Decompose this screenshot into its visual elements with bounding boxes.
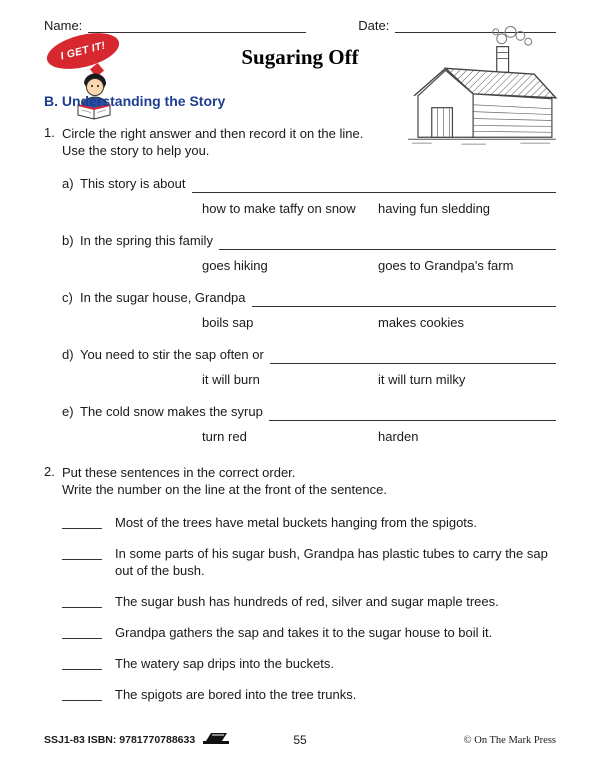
option-1: how to make taffy on snow <box>202 201 356 216</box>
option-1: it will burn <box>202 372 260 387</box>
sentence-row <box>62 686 556 703</box>
options-row <box>62 314 556 332</box>
name-label: Name: <box>44 18 83 33</box>
sentence-row <box>62 514 556 531</box>
option-2: it will turn milky <box>378 372 466 387</box>
answer-blank-line <box>219 235 556 250</box>
question-item-c <box>62 289 556 332</box>
number-blank-line <box>62 625 102 639</box>
question-2-instructions <box>62 464 556 498</box>
item-label: e) <box>62 404 74 419</box>
sentence-text: The watery sap drips into the buckets. <box>115 656 334 671</box>
item-prompt: In the sugar house, Grandpa <box>80 290 246 305</box>
footer-copyright: © On The Mark Press <box>463 734 556 746</box>
item-label: d) <box>62 347 74 362</box>
answer-blank-line <box>270 349 556 364</box>
sentence-row <box>62 545 556 579</box>
sentence-row <box>62 655 556 672</box>
item-prompt: In the spring this family <box>80 233 213 248</box>
question-item-d <box>62 346 556 389</box>
prompt-row <box>62 346 556 364</box>
sentence-text: The spigots are bored into the tree trunks. <box>115 687 357 702</box>
options-row <box>62 371 556 389</box>
page-footer <box>44 731 556 749</box>
question-2-number: 2. <box>44 464 55 479</box>
item-label: a) <box>62 176 74 191</box>
sentence-text: In some parts of his sugar bush, Grandpa has plastic tubes to carry the sap out of the bush. <box>115 546 548 578</box>
option-2: makes cookies <box>378 315 464 330</box>
number-blank-line <box>62 546 102 560</box>
number-blank-line <box>62 515 102 529</box>
question-2 <box>44 464 556 498</box>
question-2-body <box>62 464 556 498</box>
prompt-row <box>62 403 556 421</box>
sentence-text: Grandpa gathers the sap and takes it to the sugar house to boil it. <box>115 625 493 640</box>
question-item-e <box>62 403 556 446</box>
prompt-row <box>62 289 556 307</box>
item-prompt: The cold snow makes the syrup <box>80 404 263 419</box>
prompt-row <box>62 175 556 193</box>
answer-blank-line <box>269 406 556 421</box>
answer-blank-line <box>192 178 557 193</box>
item-prompt: This story is about <box>80 176 186 191</box>
page-number: 55 <box>293 733 307 747</box>
sentence-row <box>62 624 556 641</box>
instruction-line: Put these sentences in the correct order. <box>62 465 296 480</box>
number-blank-line <box>62 687 102 701</box>
question-item-b <box>62 232 556 275</box>
option-2: goes to Grandpa's farm <box>378 258 514 273</box>
options-row <box>62 257 556 275</box>
page-header <box>44 37 556 117</box>
section-heading: B. Understanding the Story <box>44 93 226 109</box>
option-1: boils sap <box>202 315 254 330</box>
question-item-a <box>62 175 556 218</box>
sentence-row <box>62 593 556 610</box>
number-blank-line <box>62 656 102 670</box>
instruction-line: Circle the right answer and then record it on the line. <box>62 126 364 141</box>
options-row <box>62 200 556 218</box>
item-label: b) <box>62 233 74 248</box>
sugar-house-illustration <box>402 23 560 156</box>
isbn-text: SSJ1-83 ISBN: 9781770788633 <box>44 734 196 746</box>
instruction-line: Use the story to help you. <box>62 143 210 158</box>
badge-text: I GET IT! <box>59 39 107 63</box>
question-1-items <box>62 175 556 446</box>
item-prompt: You need to stir the sap often or <box>80 347 264 362</box>
instruction-line: Write the number on the line at the front of the sentence. <box>62 482 387 497</box>
ordering-sentences <box>62 514 556 703</box>
prompt-row <box>62 232 556 250</box>
option-1: turn red <box>202 429 247 444</box>
date-label: Date: <box>358 18 390 33</box>
item-label: c) <box>62 290 73 305</box>
question-1-number: 1. <box>44 125 55 140</box>
option-2: having fun sledding <box>378 201 491 216</box>
option-1: goes hiking <box>202 258 268 273</box>
sentence-text: The sugar bush has hundreds of red, silver and sugar maple trees. <box>115 594 499 609</box>
option-2: harden <box>378 429 419 444</box>
number-blank-line <box>62 594 102 608</box>
sentence-text: Most of the trees have metal buckets hanging from the spigots. <box>115 515 478 530</box>
answer-blank-line <box>252 292 556 307</box>
options-row <box>62 428 556 446</box>
page-title: Sugaring Off <box>241 45 359 69</box>
name-blank-line <box>88 19 306 33</box>
